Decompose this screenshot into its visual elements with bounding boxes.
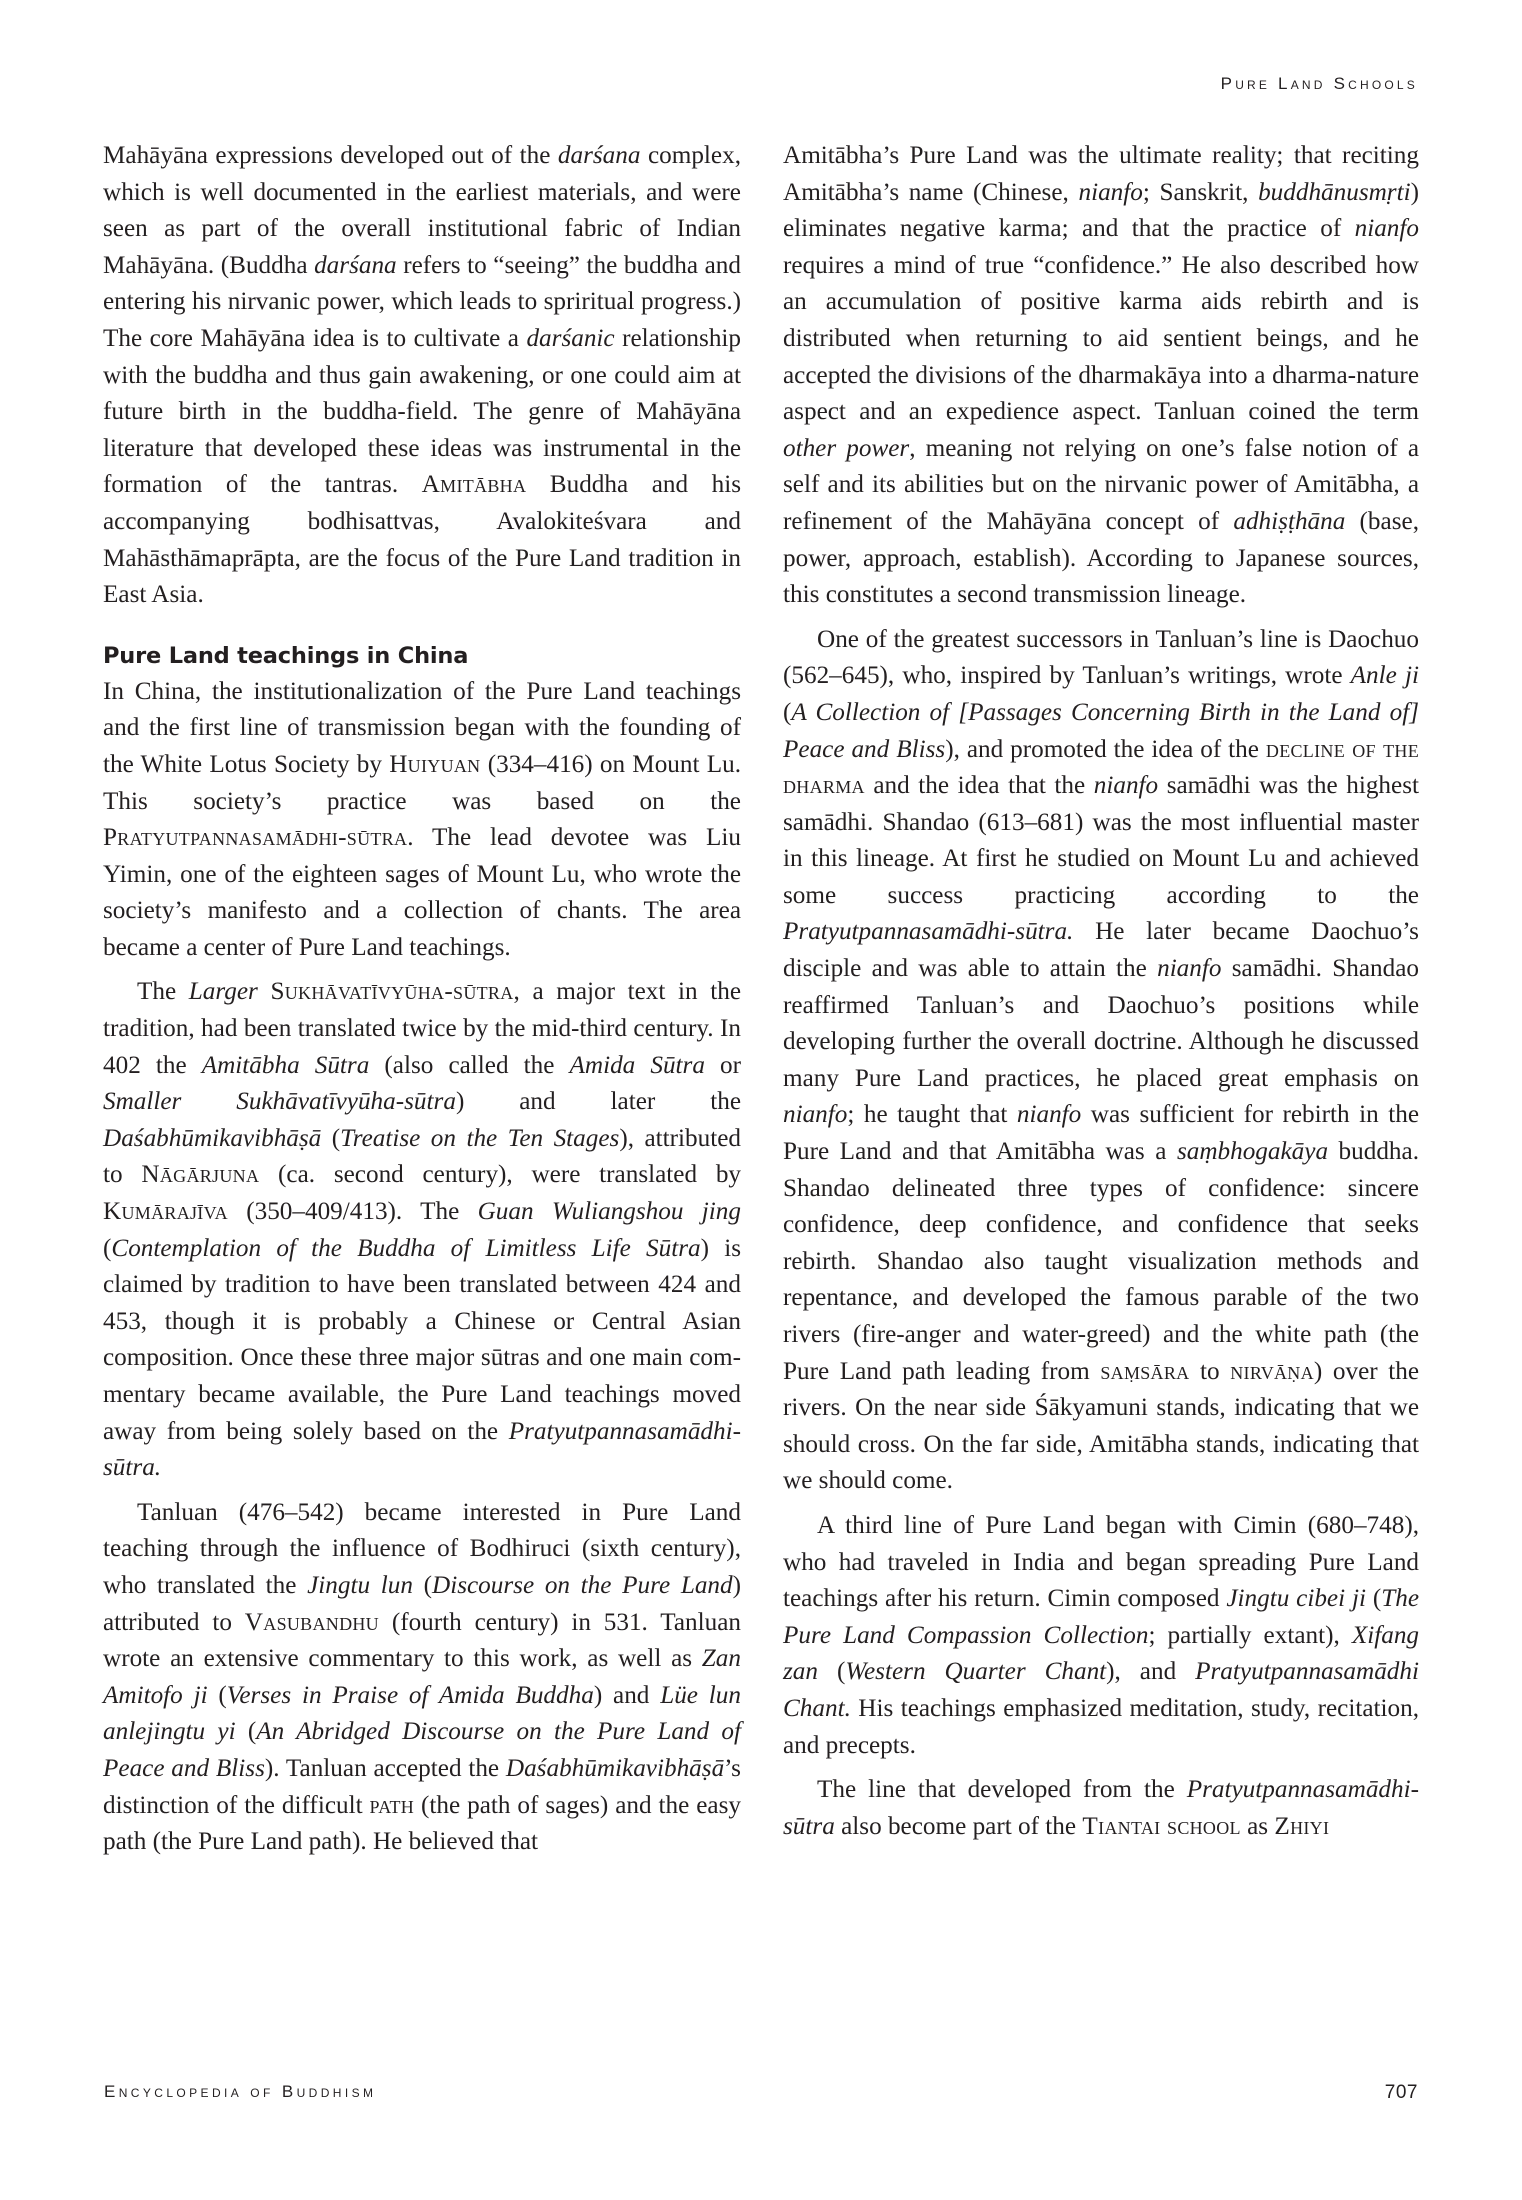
text-run: ; he taught that [847,1101,1017,1129]
italic-term: Pratyutpannasamādhi-sūtra. [783,918,1074,946]
italic-term: Treatise on the Ten Stages [340,1124,620,1152]
body-paragraph [103,974,741,1486]
italic-term: A Collection of [Passages Concerning Birth in the Land of] Peace and Bliss [783,698,1419,763]
italic-term: Pratyutpannasamādhi-sūtra. [103,1417,741,1482]
text-run: was sufficient for rebirth in the Pure Land and that Amitābha was a [783,1101,1419,1166]
body-paragraph [103,1495,741,1861]
section-heading: Pure Land teachings in China [103,642,469,669]
italic-term: other power [783,434,910,462]
italic-term: The Pure Land Compassion Collection [783,1585,1419,1649]
running-head: Pure Land Schools [1220,74,1418,93]
text-run: (ca. second century), were translated by [259,1161,742,1189]
text-run: ( [321,1124,341,1152]
italic-term: saṃbhogakāya [1176,1138,1329,1166]
text-run: (334–416) on Mount Lu. This society’s practice was based on the [103,750,742,815]
text-run: ; partially extant), [1148,1621,1352,1649]
text-run: . The lead devotee was Liu Yimin, one of the eighteen sages of Mount Lu, who wrote the society’s manifesto and a collection of chants. The area became a center of Pure Land teachings. [103,824,741,961]
italic-term: Pratyutpannasamādhi Chant. [783,1658,1419,1722]
italic-term: Amida Sūtra [569,1051,705,1079]
italic-term: Xifang zan [783,1621,1420,1686]
text-run: ( [103,1234,112,1262]
text-run: ) and [593,1681,661,1709]
italic-term: nianfo [783,1101,848,1129]
italic-term: Daśabhūmikavibhāṣā [103,1124,322,1152]
text-run: complex, which is well documented in the earliest materials, and were seen as part of the overall institutional fabric of Indian Mahāyāna. (Buddha [103,142,741,279]
text-run: , a major text in the tradition, had been translated twice by the mid-third century. In 402 the [103,978,741,1079]
italic-term: nianfo [1157,955,1222,983]
text-run: One of the greatest successors in Tanluan’s line is Daochuo (562–645), who, inspired by Tanluan’s writings, wrote [783,625,1419,690]
italic-term: Amitābha Sūtra [201,1051,370,1079]
text-run: samādhi was the highest samādhi. Shandao (613–681) was the most influential master in this lineage. At first he studied on Mount Lu and achieved some success practicing according to the [783,772,1419,909]
cross-reference: Tiantai school [1082,1812,1241,1840]
italic-term: Larger [188,978,258,1006]
cross-reference: Zhiyi [1274,1812,1330,1840]
italic-term: nianfo [1354,215,1419,243]
italic-term: adhiṣṭhāna [1233,507,1346,535]
text-run: , meaning not relying on one’s false notion of a self and its abilities but on the nirvanic power of Amitābha, a refinement of the Mahāyāna concept of [783,434,1419,535]
cross-reference: Nāgārjuna [141,1161,260,1189]
right-column [783,138,1419,1845]
text-run: (also called the [369,1051,570,1079]
italic-term: Anle ji [1350,662,1419,690]
text-run: The [137,978,189,1006]
text-run: Amitābha’s Pure Land was the ultimate reality; that reciting Amitābha’s name (Chinese, [783,142,1419,206]
text-run: ), and [1106,1658,1196,1686]
cross-reference: Amitābha [421,471,527,499]
italic-term: An Abridged Discourse on the Pure Land of Peace and Bliss [103,1718,741,1782]
text-run: He later became Daochuo’s disciple and was able to attain the [783,918,1419,983]
italic-term: Contemplation of the Buddha of Limitless Life Sūtra [111,1234,701,1262]
text-run: ) is claimed by tradition to have been translated between 424 and 453, though it is probably a Chinese or Central Asian composition. Once these three major sūtras and one main commentary became available, the Pure Land teachings moved away from being solely based on the [103,1234,742,1445]
left-column [103,138,741,1861]
text-run: ’s distinction of the difficult [103,1754,741,1819]
text-run: and the idea that the [864,772,1094,800]
cross-reference: nirvāṇa [1230,1357,1314,1385]
body-paragraph [783,622,1419,1500]
text-run: (base, power, approach, establish). According to Japanese sources, this constitutes a second transmission lineage. [783,507,1419,609]
body-paragraph [783,138,1419,614]
italic-term: Western Quarter Chant [845,1658,1107,1686]
italic-term: Guan Wuliangshou jing [477,1198,741,1226]
italic-term: nianfo [1016,1101,1082,1129]
italic-term: Jingtu lun [307,1571,413,1599]
body-paragraph [783,1508,1419,1764]
cross-reference: Kumārajīva [103,1198,228,1226]
page-number: 707 [1384,2082,1418,2103]
cross-reference: Sukhāvatīvyūha-sūtra [270,978,514,1006]
text-run: ; Sanskrit, [1142,178,1259,206]
text-run: ) eliminates negative karma; and that the practice of [783,178,1419,243]
text-run: ( [412,1571,432,1599]
cross-reference: Vasubandhu [244,1608,379,1636]
italic-term: Lüe lun anlejingtu yi [103,1681,741,1746]
italic-term: Zan Amitofo ji [103,1645,741,1709]
text-run: (350–409/413). The [227,1198,478,1226]
italic-term: darśana [314,251,397,279]
italic-term: nianfo [1093,772,1159,800]
italic-term: Jingtu cibei ji [1226,1585,1366,1613]
italic-term: Pratyutpannasamādhi-sūtra [783,1776,1419,1840]
text-run: as [1240,1812,1275,1840]
body-paragraph [783,1772,1419,1845]
text-run: (fourth century) in 531. Tanluan wrote an extensive commentary to this work, as well as [103,1608,741,1673]
text-run: ) attributed to [103,1571,742,1636]
italic-term: Smaller Sukhāvatīvyūha-sūtra [103,1088,456,1116]
text-run: ) over the rivers. On the near side Śākyamuni stands, indicating that we should cross. On the far side, Amitābha stands, indicating that we should come. [783,1357,1419,1495]
italic-term: nianfo [1078,178,1143,206]
italic-term: darśana [557,142,641,169]
text-run: to [1189,1357,1231,1385]
text-run: ) and later the [455,1088,741,1116]
text-run: relationship with the buddha and thus gain awakening, or one could aim at future birth in the buddha-field. The genre of Mahāyāna literature that developed these ideas was instrumental in the formation of the tantras. [103,324,742,499]
cross-reference: path [369,1791,415,1819]
cross-reference: saṃsāra [1100,1357,1190,1385]
text-run: (the path of sages) and the easy path (the Pure Land path). He believed that [103,1791,741,1856]
text-run: His teachings emphasized meditation, study, recitation, and precepts. [783,1694,1419,1759]
italic-term: buddhānusmṛti [1258,178,1411,206]
text-run: or [704,1051,741,1079]
text-run: requires a mind of true “confidence.” He also described how an accumulation of positive karma aids rebirth and is distributed when returning to aid sentient beings, and he accepted the divisions of the dharmakāya into a dharma-nature aspect and an expedience aspect. Tanluan coined the term [783,251,1419,426]
text-run: ( [783,698,792,726]
text-run: samādhi. Shandao reaffirmed Tanluan’s and Daochuo’s positions while developing further the overall doctrine. Although he discussed many Pure Land practices, he placed great emphasis on [783,955,1420,1092]
text-run: buddha. Shandao delineated three types of confidence: sincere confidence, deep confidence, and confidence that seeks rebirth. Shandao also taught visualization methods and repentance, and developed the famous parable of the two rivers (fire-anger and water-greed) and the white path (the Pure Land path leading from [783,1138,1420,1385]
italic-term: Verses in Praise of Amida Buddha [226,1681,594,1709]
cross-reference: decline of the dharma [783,735,1419,800]
italic-term: Discourse on the Pure Land [432,1571,733,1599]
footer-book-title: Encyclopedia of Buddhism [104,2082,377,2101]
text-run: ( [818,1658,846,1686]
text-run: Mahāyāna expressions developed out of the [103,142,558,169]
text-run: ( [235,1718,257,1746]
text-run: ( [207,1681,227,1709]
text-run: A third line of Pure Land began with Cimin (680–748), who had traveled in India and began spreading Pure Land teachings after his return. Cimin composed [783,1511,1419,1613]
text-run: The line that developed from the [817,1776,1187,1804]
text-run: ( [1365,1585,1382,1613]
text-run: ). Tanluan accepted the [264,1754,506,1782]
body-paragraph [103,674,741,967]
text-run: In China, the institutionalization of the Pure Land teachings and the first line of transmission began with the founding of the White Lotus Society by [103,677,741,778]
text-run: Buddha and his accompanying bodhisattvas, Avalokiteśvara and Mahāsthāmaprāpta, are the focus of the Pure Land tradition in East Asia. [103,471,741,609]
text-run: ), attributed to [103,1124,741,1189]
text-run [258,978,271,1005]
cross-reference: Pratyutpannasamādhi-sūtra [103,824,408,852]
body-paragraph [103,138,741,614]
cross-reference: Huiyuan [389,750,481,778]
italic-term: Daśabhūmikavibhāṣā [505,1754,725,1782]
text-run: refers to “seeing” the buddha and entering his nirvanic power, which leads to spriritual progress.) The core Mahāyāna idea is to cultivate a [103,251,741,352]
italic-term: darśanic [526,324,615,352]
text-run: also become part of the [834,1812,1083,1840]
text-run: ), and promoted the idea of the [945,735,1266,763]
text-run: Tanluan (476–542) became interested in Pure Land teaching through the influence of Bodhiruci (sixth century), who translated the [103,1498,741,1599]
